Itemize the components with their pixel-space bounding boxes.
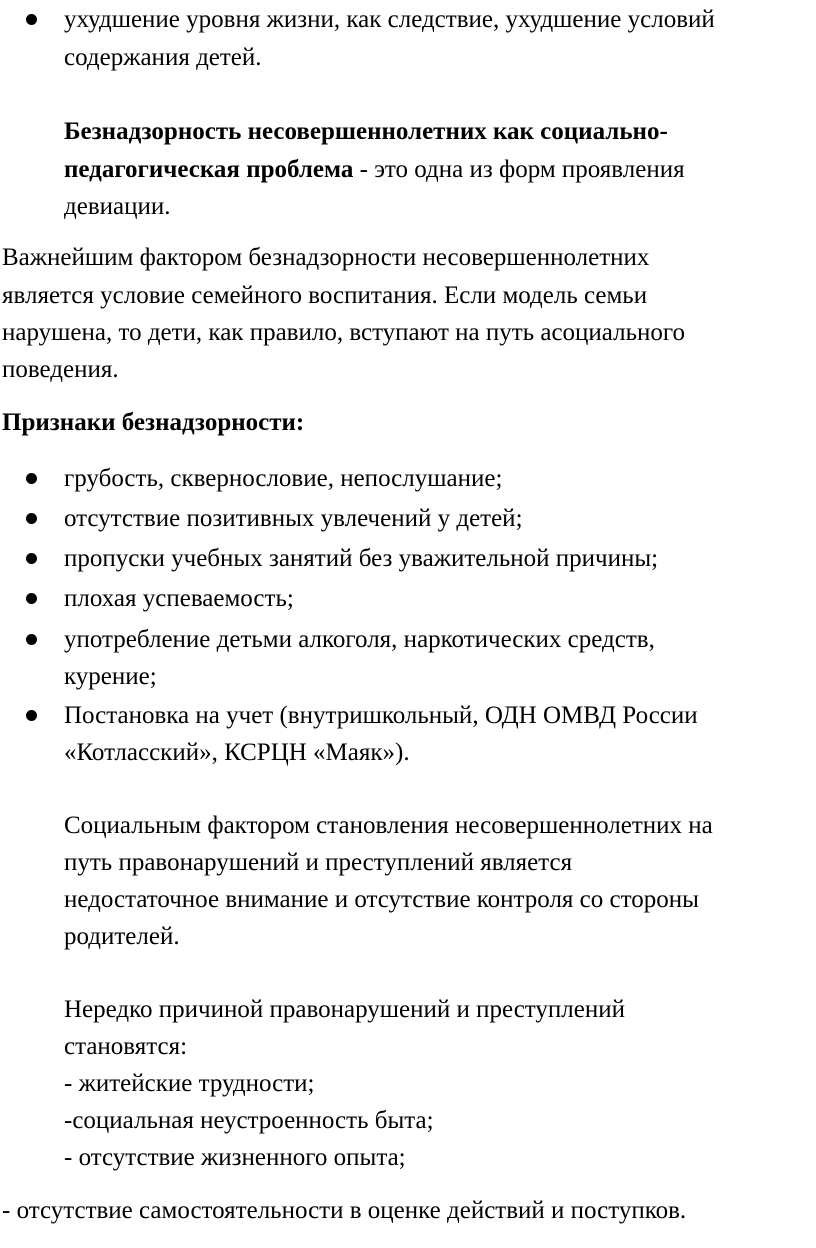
social-factor-line3: недостаточное внимание и отсутствие контроля со стороны [64, 886, 699, 913]
causes-line2: становятся: [64, 1033, 188, 1060]
bullet-icon [26, 513, 37, 524]
paragraph1-line1: Важнейшим фактором безнадзорности несовершеннолетних [2, 244, 650, 271]
bullet-icon [26, 473, 37, 484]
paragraph1-line4: поведения. [2, 356, 119, 383]
signs-heading: Признаки безнадзорности: [2, 409, 305, 436]
signs-item-6-line1: Постановка на учет (внутришкольный, ОДН ОМВД России [64, 702, 698, 729]
signs-item-6-line2: «Котласский», КСРЦН «Маяк»). [64, 739, 410, 766]
signs-item-5-line2: курение; [64, 663, 157, 690]
definition-line3: девиации. [64, 193, 171, 220]
bullet-icon [26, 553, 37, 564]
top-list-item-line2: содержания детей. [64, 44, 262, 71]
causes-line1: Нередко причиной правонарушений и преступлений [64, 996, 625, 1023]
bullet-icon [26, 593, 37, 604]
signs-item-4: плохая успеваемость; [64, 585, 294, 612]
signs-item-3: пропуски учебных занятий без уважительной причины; [64, 545, 659, 572]
top-list-item-line1: ухудшение уровня жизни, как следствие, ухудшение условий [64, 6, 715, 33]
definition-rest-line2: - это одна из форм проявления [353, 156, 685, 183]
definition-term-line1: Безнадзорность несовершеннолетних как социально- [64, 118, 668, 145]
social-factor-line2: путь правонарушений и преступлений является [64, 849, 573, 876]
definition-term-line2: педагогическая проблема [64, 156, 354, 183]
causes-last-line: - отсутствие самостоятельности в оценке действий и поступков. [2, 1197, 687, 1224]
signs-item-2: отсутствие позитивных увлечений у детей; [64, 505, 523, 532]
paragraph1-line3: нарушена, то дети, как правило, вступают на путь асоциального [2, 319, 686, 346]
signs-item-1: грубость, сквернословие, непослушание; [64, 465, 503, 492]
bullet-icon [26, 710, 37, 721]
bullet-icon [26, 634, 37, 645]
paragraph1-line2: является условие семейного воспитания. Если модель семьи [2, 282, 648, 309]
definition-line2 [64, 152, 685, 188]
signs-item-5-line1: употребление детьми алкоголя, наркотических средств, [64, 626, 655, 653]
causes-line4: -социальная неустроенность быта; [64, 1107, 434, 1134]
causes-line3: - житейские трудности; [64, 1070, 315, 1097]
social-factor-line4: родителей. [64, 923, 180, 950]
causes-line5: - отсутствие жизненного опыта; [64, 1144, 406, 1171]
bullet-icon [26, 14, 37, 25]
social-factor-line1: Социальным фактором становления несовершеннолетних на [64, 812, 713, 839]
